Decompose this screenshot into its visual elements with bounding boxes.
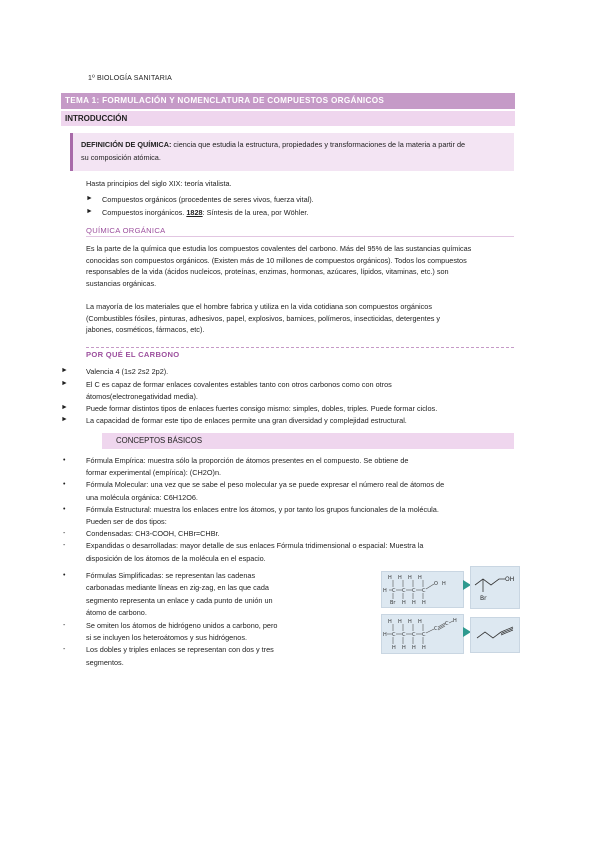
atom-label: H [442, 581, 446, 587]
concept-text: una molécula orgánica: C6H12O6. [86, 492, 198, 502]
concept-line [61, 582, 361, 594]
atom-label: C [392, 588, 396, 594]
history-item: Compuestos orgánicos (procedentes de seres vivos, fuerza vital). [102, 195, 314, 204]
concept-text: disposición de los átomos de la molécula en el espacio. [86, 553, 266, 563]
atom-label: H [402, 600, 406, 606]
expanded-formula-figure-2 [381, 614, 464, 654]
dash-mark: - [63, 646, 66, 654]
concept-line [61, 504, 521, 516]
concept-line [61, 540, 521, 552]
atom-label: C [402, 632, 406, 638]
arrow-bullet: ► [61, 380, 68, 387]
arrow-bullet: ► [61, 367, 68, 374]
expanded-formula-drawing [382, 572, 463, 607]
quimica-organica-para-2 [86, 301, 516, 336]
para-line: Es la parte de la química que estudia los compuestos covalentes del carbono. Más del 95% de las sustancias químicas [86, 244, 472, 253]
concept-line [61, 620, 361, 632]
atom-label: H [402, 645, 406, 651]
para-line: responsables de la vida (ácidos nucleicos, proteínas, enzimas, hormonas, azúcares, lípidos, vitaminas, etc.) son [86, 267, 449, 277]
para-line: (Combustibles fósiles, pinturas, adhesivos, papel, explosivos, barnices, polímeros, insecticidas, detergentes y [86, 313, 441, 323]
skeletal-formula-drawing [471, 567, 519, 608]
concept-line [61, 657, 361, 669]
history-item-suffix: : Síntesis de la urea, por Wöhler. [202, 208, 309, 217]
atom-label: H [422, 600, 426, 606]
concept-text: Pueden ser de dos tipos: [86, 516, 167, 526]
expanded-formula-figure-1 [381, 571, 464, 608]
atom-label: H [398, 575, 402, 581]
history-item [102, 207, 308, 219]
arrow-bullet: ► [61, 404, 68, 411]
arrow-bullet: ► [86, 195, 93, 202]
concept-line [61, 595, 361, 607]
expanded-formula-drawing-2 [382, 615, 463, 653]
course-header: 1º BIOLOGÍA SANITARIA [88, 75, 173, 82]
dash-mark: - [63, 621, 66, 629]
concept-text: Fórmula Estructural: muestra los enlaces entre los átomos, y por tanto los grupos funcionales de la molécula. [86, 504, 439, 514]
para-line: La mayoría de los materiales que el hombre fabrica y utiliza en la vida cotidiana son compuestos orgánicos [86, 302, 432, 311]
concept-line [61, 467, 521, 479]
arrow-bullet: ► [86, 208, 93, 215]
intro-heading: INTRODUCCIÓN [61, 111, 515, 126]
atom-label: H [412, 600, 416, 606]
section-por-que-carbono: POR QUÉ EL CARBONO [86, 350, 180, 359]
oh-label: OH [505, 576, 515, 583]
atom-label: C [402, 588, 406, 594]
section-conceptos-basicos: CONCEPTOS BÁSICOS [102, 433, 514, 449]
simplificadas-list [61, 570, 361, 669]
atom-label: Br [390, 600, 396, 606]
atom-label: H [383, 588, 387, 594]
definition-label: DEFINICIÓN DE QUÍMICA: [81, 140, 172, 149]
atom-label: C [445, 621, 449, 627]
atom-label: H [388, 619, 392, 625]
br-label: Br [480, 595, 487, 602]
bullet-mark: • [63, 457, 66, 464]
concept-text: Fórmulas Simplificadas: se representan las cadenas [86, 571, 256, 580]
concept-text: Expandidas o desarrolladas: mayor detalle de sus enlaces Fórmula tridimensional o espacial: Muestra la [86, 541, 424, 551]
tema-title: TEMA 1: FORMULACIÓN Y NOMENCLATURA DE COMPUESTOS ORGÁNICOS [61, 93, 515, 109]
concept-text: carbonadas mediante líneas en zig-zag, en las que cada [86, 583, 269, 593]
bullet-mark: • [63, 505, 66, 513]
atom-label: H [422, 645, 426, 651]
concept-text: Fórmula Molecular: una vez que se sabe el peso molecular ya se puede expresar el número real de átomos de [86, 480, 445, 490]
atom-label: H [412, 645, 416, 651]
carbono-item: El C es capaz de formar enlaces covalentes estables tanto con otros carbonos como con otros [86, 380, 392, 389]
concept-text: Fórmula Empírica: muestra sólo la proporción de átomos presentes en el compuesto. Se obtiene de [86, 456, 409, 465]
para-line: jabones, cosméticos, fármacos, etc). [86, 325, 205, 335]
carbono-item: Puede formar distintos tipos de enlaces fuertes consigo mismo: simples, dobles, triples. Puede formar ciclos. [86, 404, 438, 413]
concept-text: Condensadas: CH3-COOH, CHBr=CHBr. [86, 529, 220, 539]
atom-label: H [418, 575, 422, 581]
para-line: conocidas son compuestos orgánicos. (Existen más de 10 millones de compuestos orgánicos). Todos los compuestos [86, 255, 467, 265]
concept-line [61, 644, 361, 656]
concept-line [61, 570, 361, 582]
atom-label: H [453, 618, 457, 624]
definition-text-1: ciencia que estudia la estructura, propiedades y transformaciones de la materia a partir de [171, 140, 466, 149]
arrow-bullet: ► [61, 416, 68, 423]
atom-label: C [392, 632, 396, 638]
atom-label: H [398, 619, 402, 625]
concept-text: segmento representa un enlace y cada punto de unión un [86, 595, 273, 605]
concept-text: segmentos. [86, 657, 124, 667]
atom-label: H [408, 619, 412, 625]
atom-label: H [392, 645, 396, 651]
atom-label: H [388, 575, 392, 581]
history-item-prefix: Compuestos inorgánicos. [102, 208, 187, 217]
atom-label: H [383, 632, 387, 638]
concept-line [61, 528, 521, 540]
atom-label: C [412, 588, 416, 594]
carbono-item: La capacidad de formar este tipo de enlaces permite una gran diversidad y complejidad estructural. [86, 416, 407, 425]
concept-line [61, 455, 521, 467]
skeletal-formula-figure-2 [470, 617, 520, 653]
concept-text: si se incluyen los heteroátomos y sus hidrógenos. [86, 632, 248, 642]
bullet-mark: • [63, 572, 66, 579]
definition-text-2: su composición atómica. [81, 153, 161, 162]
quimica-organica-para-1 [86, 243, 516, 289]
atom-label: H [418, 619, 422, 625]
atom-label: C [412, 632, 416, 638]
concept-line [61, 492, 521, 504]
atom-label: H [408, 575, 412, 581]
concept-line [61, 479, 521, 491]
atom-label: C [422, 588, 426, 594]
skeletal-formula-figure-1 [470, 566, 520, 609]
concept-text: formar experimental (empírica): (CH2O)n. [86, 468, 222, 478]
concept-line [61, 516, 521, 528]
dash-mark: - [63, 530, 66, 538]
concept-text: átomo de carbono. [86, 608, 147, 618]
para-line: sustancias orgánicas. [86, 278, 157, 288]
concept-line [61, 632, 361, 644]
atom-label: C [422, 632, 426, 638]
skeletal-formula-drawing-2 [471, 618, 519, 652]
definition-box [70, 133, 514, 171]
dash-mark: - [63, 542, 66, 550]
atom-label: O [434, 581, 438, 587]
carbono-item: Valencia 4 (1s2 2s2 2p2). [86, 367, 169, 376]
atom-label: C [434, 626, 438, 632]
bullet-mark: • [63, 481, 66, 489]
concept-line [61, 607, 361, 619]
history-year: 1828 [186, 208, 203, 217]
concept-text: Se omiten los átomos de hidrógeno unidos a carbono, pero [86, 620, 278, 630]
conceptos-list [61, 455, 521, 565]
section-quimica-organica: QUÍMICA ORGÁNICA [86, 226, 514, 237]
section-divider [86, 347, 514, 348]
concept-text: Los dobles y triples enlaces se representan con dos y tres [86, 645, 274, 655]
history-line: Hasta principios del siglo XIX: teoría vitalista. [86, 179, 232, 188]
concept-line [61, 553, 521, 565]
carbono-item-cont: átomos(electronegatividad media). [86, 392, 198, 401]
